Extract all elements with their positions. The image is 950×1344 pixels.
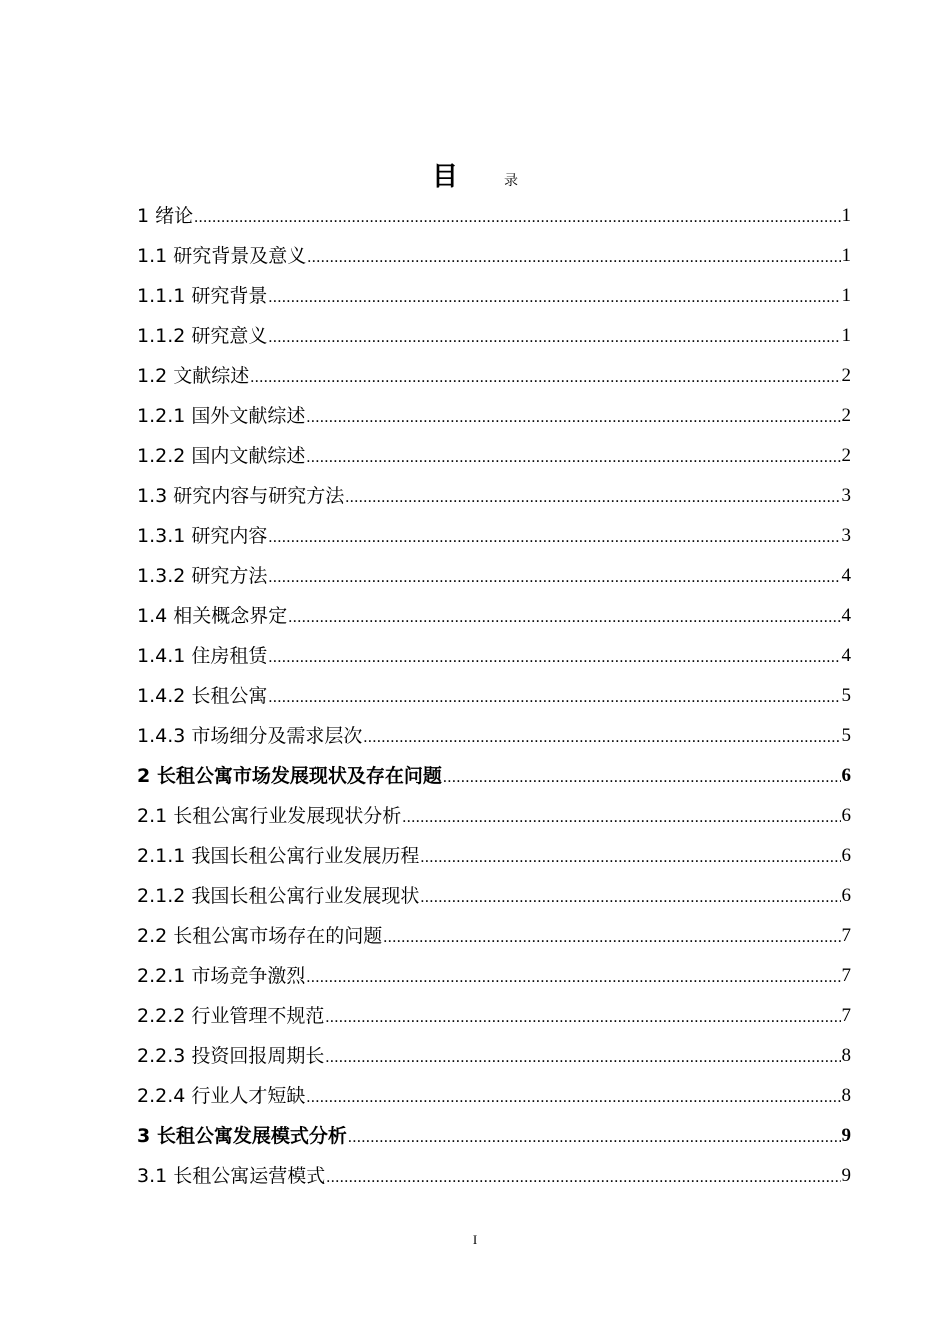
toc-entry-label: 2.2 长租公寓市场存在的问题	[137, 925, 383, 947]
toc-entry-label: 2.2.2 行业管理不规范	[137, 1005, 325, 1027]
toc-entry[interactable]	[137, 756, 851, 796]
toc-dot-leader	[268, 647, 840, 669]
toc-dot-leader	[250, 367, 840, 389]
toc-entry-page: 1	[841, 325, 851, 346]
toc-dot-leader	[306, 447, 840, 469]
table-of-contents	[137, 196, 851, 1196]
toc-entry[interactable]	[137, 676, 851, 716]
toc-title-suffix: 录	[504, 173, 518, 189]
toc-entry-page: 8	[841, 1045, 851, 1066]
toc-entry[interactable]	[137, 1116, 851, 1156]
toc-entry[interactable]	[137, 276, 851, 316]
toc-entry-label: 1.3.1 研究内容	[137, 525, 268, 547]
toc-entry-label: 1.3 研究内容与研究方法	[137, 485, 345, 507]
toc-entry-label: 2.1.2 我国长租公寓行业发展现状	[137, 885, 420, 907]
toc-entry[interactable]	[137, 236, 851, 276]
toc-entry-label: 2.1.1 我国长租公寓行业发展历程	[137, 845, 420, 867]
toc-dot-leader	[306, 407, 840, 429]
toc-dot-leader	[268, 687, 840, 709]
toc-dot-leader	[326, 1167, 840, 1189]
toc-entry-label: 2.2.1 市场竞争激烈	[137, 965, 306, 987]
toc-dot-leader	[402, 807, 840, 829]
toc-entry-label: 1.1.1 研究背景	[137, 285, 268, 307]
toc-title-main: 目	[431, 162, 458, 192]
toc-dot-leader	[288, 607, 840, 629]
toc-entry-page: 6	[841, 885, 851, 906]
toc-entry-page: 9	[841, 1125, 851, 1146]
toc-entry-label: 1.2.2 国内文献综述	[137, 445, 306, 467]
toc-entry-page: 2	[841, 445, 851, 466]
toc-dot-leader	[363, 727, 840, 749]
toc-entry[interactable]	[137, 476, 851, 516]
toc-entry-page: 2	[841, 405, 851, 426]
toc-entry-label: 1.3.2 研究方法	[137, 565, 268, 587]
toc-entry[interactable]	[137, 316, 851, 356]
toc-entry[interactable]	[137, 356, 851, 396]
toc-entry-label: 3.1 长租公寓运营模式	[137, 1165, 326, 1187]
toc-entry-page: 9	[841, 1165, 851, 1186]
toc-entry-page: 8	[841, 1085, 851, 1106]
toc-entry-page: 6	[841, 845, 851, 866]
toc-entry[interactable]	[137, 516, 851, 556]
toc-dot-leader	[307, 247, 840, 269]
toc-dot-leader	[420, 847, 840, 869]
toc-entry-label: 1.4.2 长租公寓	[137, 685, 268, 707]
toc-entry[interactable]	[137, 436, 851, 476]
toc-entry-page: 2	[841, 365, 851, 386]
toc-entry[interactable]	[137, 916, 851, 956]
toc-entry[interactable]	[137, 796, 851, 836]
toc-entry[interactable]	[137, 716, 851, 756]
toc-entry[interactable]	[137, 996, 851, 1036]
toc-dot-leader	[306, 1087, 840, 1109]
toc-entry-page: 4	[841, 565, 851, 586]
toc-entry-label: 2.2.3 投资回报周期长	[137, 1045, 325, 1067]
toc-entry-page: 6	[841, 805, 851, 826]
toc-entry[interactable]	[137, 1076, 851, 1116]
toc-dot-leader	[325, 1047, 840, 1069]
toc-entry-page: 1	[841, 245, 851, 266]
toc-dot-leader	[194, 207, 840, 229]
toc-entry-page: 3	[841, 485, 851, 506]
page-number: I	[472, 1232, 478, 1247]
toc-entry-page: 7	[841, 965, 851, 986]
toc-entry-label: 1.4 相关概念界定	[137, 605, 288, 627]
toc-dot-leader	[383, 927, 840, 949]
toc-dot-leader	[443, 767, 841, 789]
toc-dot-leader	[268, 287, 840, 309]
toc-entry-label: 1.2 文献综述	[137, 365, 250, 387]
toc-entry-page: 5	[841, 685, 851, 706]
toc-dot-leader	[268, 527, 840, 549]
toc-entry-label: 3 长租公寓发展模式分析	[137, 1125, 347, 1147]
toc-entry-page: 5	[841, 725, 851, 746]
toc-entry-label: 2 长租公寓市场发展现状及存在问题	[137, 765, 442, 787]
toc-entry-label: 1.2.1 国外文献综述	[137, 405, 306, 427]
toc-dot-leader	[268, 567, 840, 589]
toc-entry[interactable]	[137, 836, 851, 876]
toc-entry-page: 7	[841, 1005, 851, 1026]
toc-entry[interactable]	[137, 1156, 851, 1196]
toc-entry[interactable]	[137, 1036, 851, 1076]
toc-entry-label: 1.4.1 住房租赁	[137, 645, 268, 667]
toc-dot-leader	[268, 327, 840, 349]
toc-entry[interactable]	[137, 876, 851, 916]
toc-entry-page: 4	[841, 605, 851, 626]
toc-entry-label: 1.4.3 市场细分及需求层次	[137, 725, 363, 747]
toc-dot-leader	[325, 1007, 840, 1029]
toc-entry[interactable]	[137, 636, 851, 676]
toc-entry[interactable]	[137, 196, 851, 236]
toc-entry-page: 7	[841, 925, 851, 946]
toc-dot-leader	[348, 1127, 841, 1149]
toc-entry-label: 2.2.4 行业人才短缺	[137, 1085, 306, 1107]
toc-entry-label: 1 绪论	[137, 205, 194, 227]
toc-title	[0, 162, 950, 196]
toc-entry-label: 2.1 长租公寓行业发展现状分析	[137, 805, 402, 827]
toc-dot-leader	[306, 967, 840, 989]
toc-entry[interactable]	[137, 396, 851, 436]
toc-entry-page: 6	[841, 765, 851, 786]
toc-entry-page: 1	[841, 285, 851, 306]
toc-dot-leader	[345, 487, 840, 509]
toc-entry[interactable]	[137, 956, 851, 996]
toc-dot-leader	[420, 887, 840, 909]
toc-entry[interactable]	[137, 556, 851, 596]
toc-entry-label: 1.1.2 研究意义	[137, 325, 268, 347]
toc-entry-page: 3	[841, 525, 851, 546]
toc-entry-page: 4	[841, 645, 851, 666]
toc-entry[interactable]	[137, 596, 851, 636]
toc-entry-page: 1	[841, 205, 851, 226]
toc-entry-label: 1.1 研究背景及意义	[137, 245, 307, 267]
